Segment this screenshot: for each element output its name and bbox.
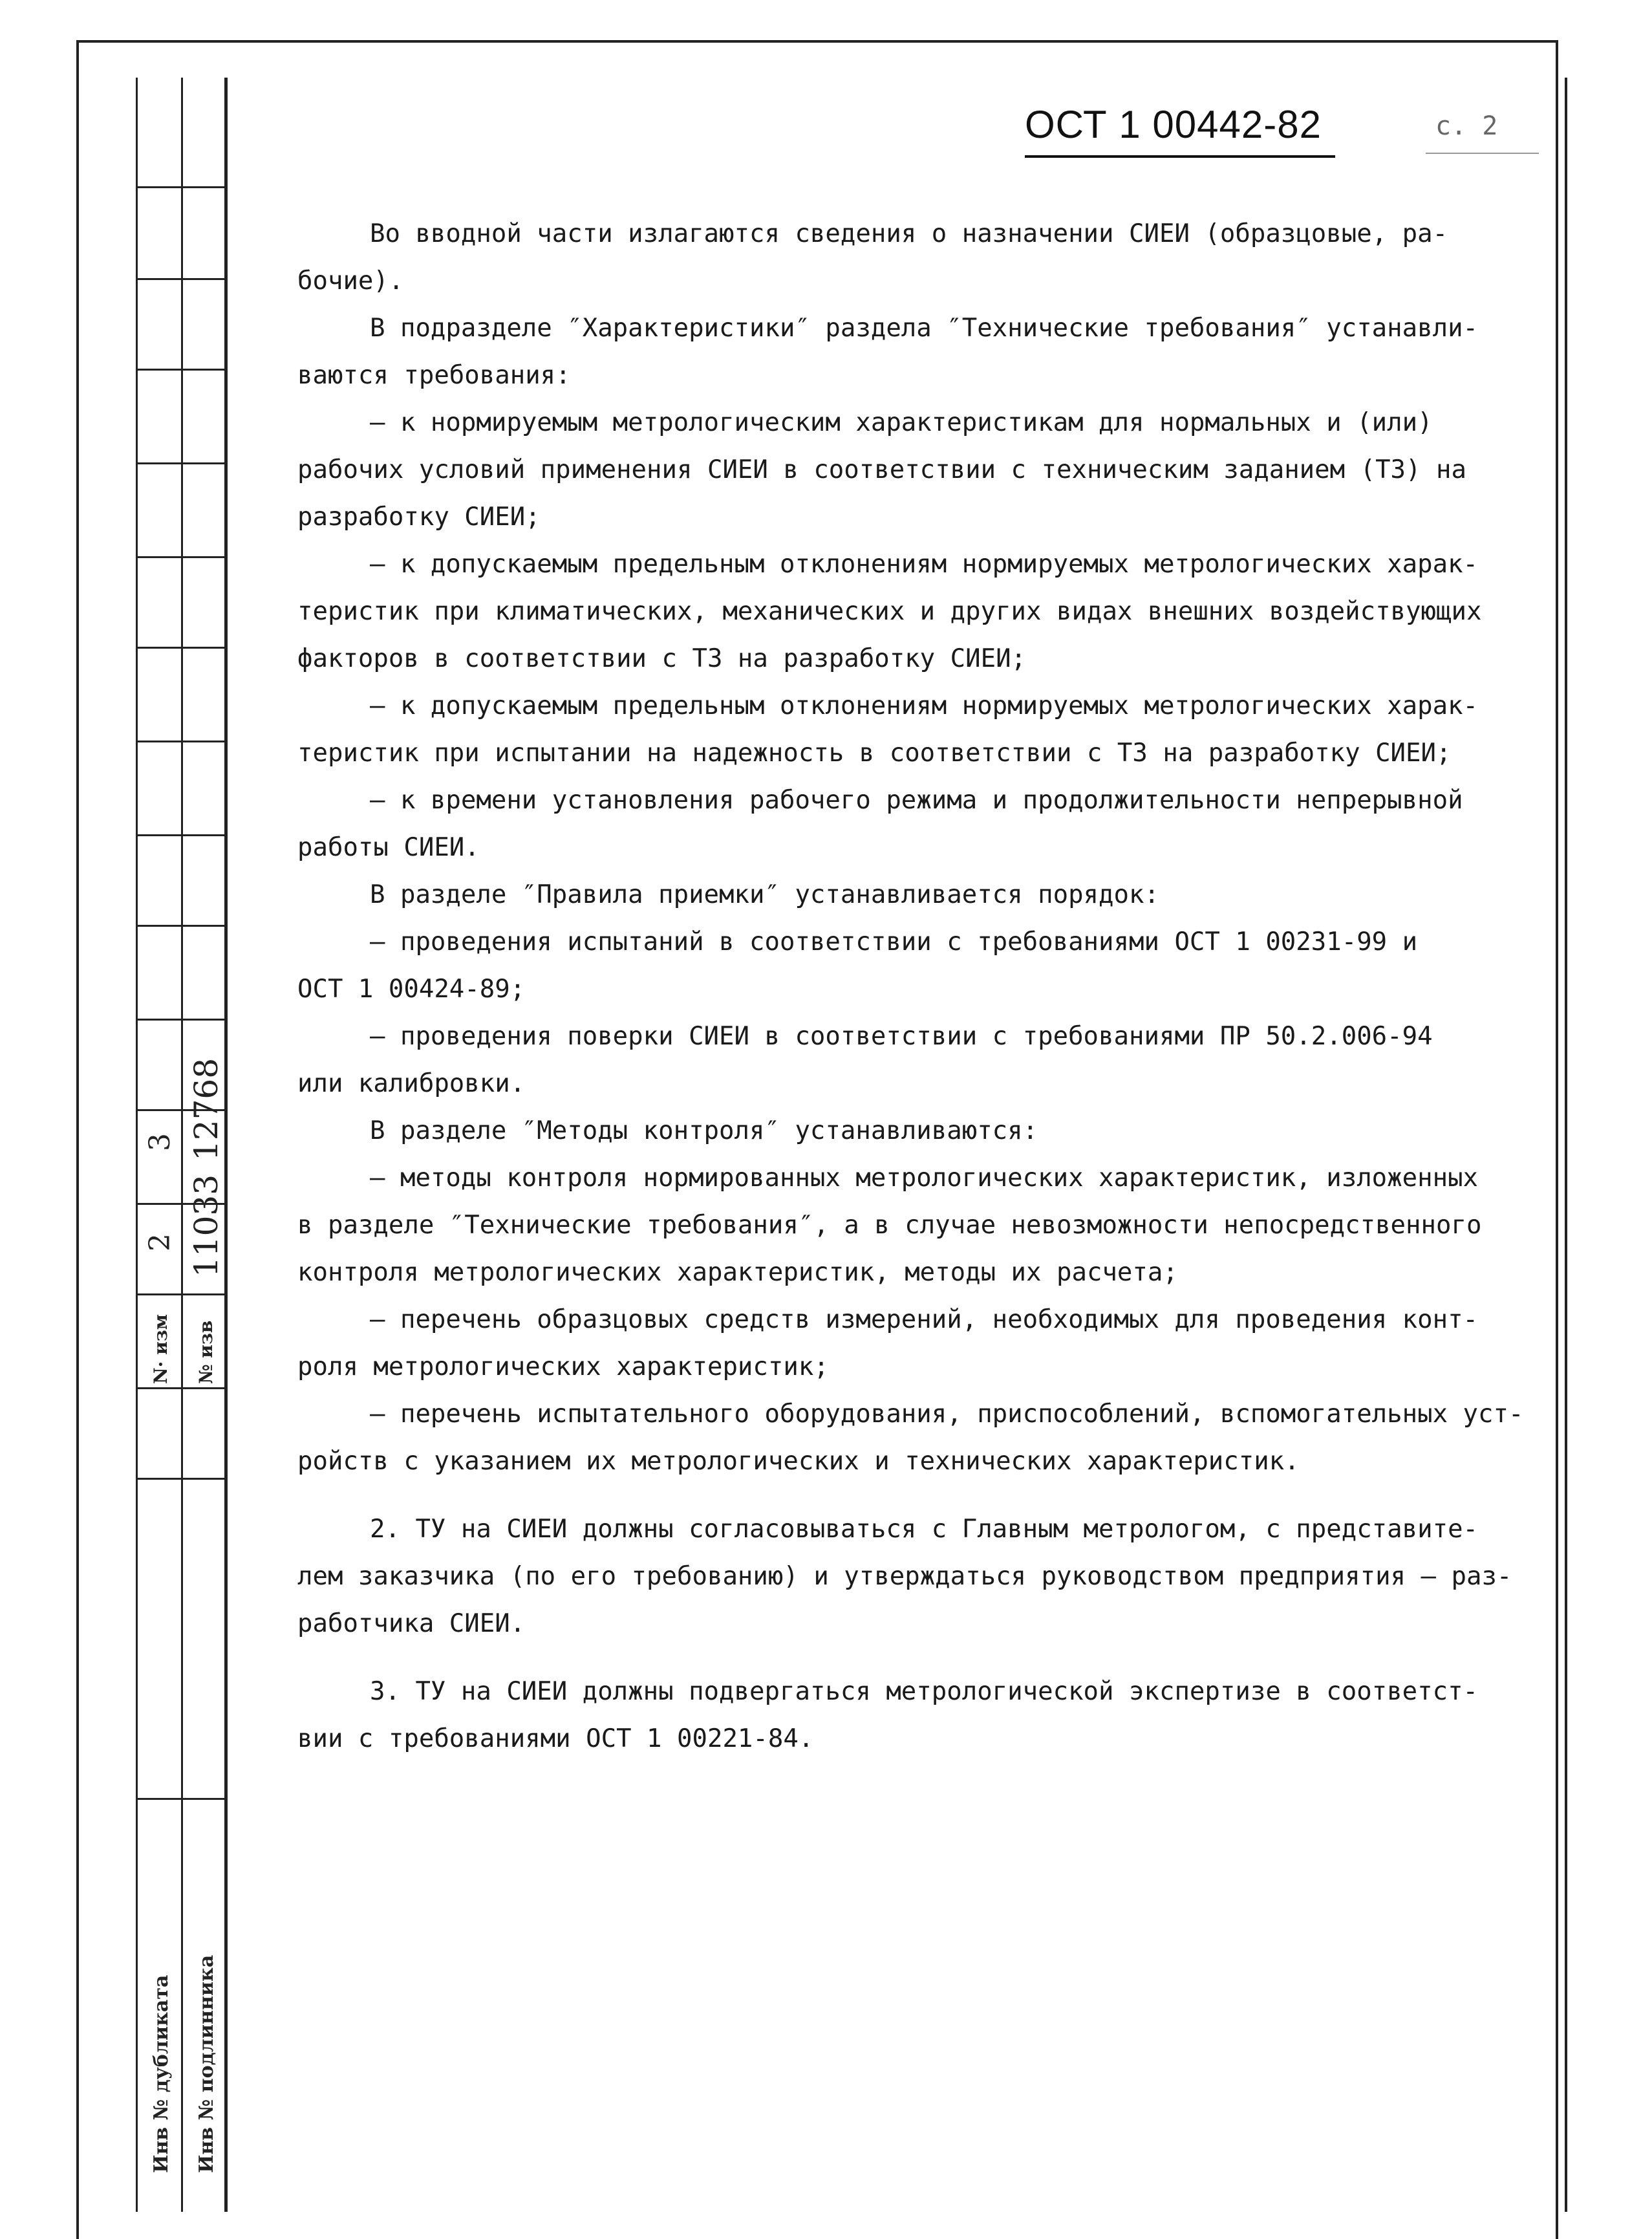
text-line: В подразделе ″Характеристики″ раздела ″Технические требования″ устанавли- [370, 314, 1479, 343]
text-line: теристик при климатических, механических и других видах внешних воздействующих [297, 597, 1482, 626]
stamp-rule [136, 1387, 226, 1389]
stamp-rule [136, 925, 226, 927]
text-line: ваются требования: [297, 361, 571, 390]
duplicate-inventory-label: Инв № дубликата [150, 1974, 173, 2173]
document-code: ОСТ 1 00442-82 [1025, 103, 1322, 146]
text-line: работчика СИЕИ. [297, 1609, 526, 1638]
stamp-rule [136, 834, 226, 836]
text-line: работы СИЕИ. [297, 833, 480, 862]
stamp-rule [136, 647, 226, 649]
notice-number: 12768 [188, 1057, 225, 1161]
change-number: 3 [144, 1133, 177, 1151]
text-line: роля метрологических характеристик; [297, 1352, 829, 1381]
sheet-number: с. 2 [1435, 111, 1498, 141]
text-line: бочие). [297, 266, 404, 296]
text-line: рабочих условий применения СИЕИ в соответствии с техническим заданием (ТЗ) на [297, 455, 1466, 484]
text-line: 2. ТУ на СИЕИ должны согласовываться с Главным метрологом, с представите- [370, 1515, 1479, 1544]
stamp-rule [136, 1019, 226, 1021]
stamp-divider [181, 78, 183, 2212]
text-line: – методы контроля нормированных метрологических характеристик, изложенных [370, 1163, 1479, 1193]
text-line: вии с требованиями ОСТ 1 00221-84. [297, 1724, 814, 1753]
stamp-rule [136, 186, 226, 188]
text-line: ОСТ 1 00424-89; [297, 975, 526, 1004]
stamp-rule [136, 369, 226, 371]
text-line: разработку СИЕИ; [297, 503, 541, 532]
text-line: – к времени установления рабочего режима и продолжительности непрерывной [370, 786, 1463, 815]
sheet-number-underline [1426, 153, 1539, 154]
text-line: В разделе ″Правила приемки″ устанавливается порядок: [370, 880, 1159, 909]
text-line: контроля метрологических характеристик, методы их расчета; [297, 1258, 1178, 1287]
stamp-rule [136, 741, 226, 742]
notice-label: № изв [195, 1320, 217, 1384]
stamp-rule [136, 278, 226, 280]
stamp-rule [136, 1293, 226, 1295]
change-label: N· изм [150, 1314, 171, 1384]
text-line: В разделе ″Методы контроля″ устанавливаются: [370, 1116, 1038, 1145]
stamp-rule [136, 556, 226, 558]
text-line: в разделе ″Технические требования″, а в случае невозможности непосредственного [297, 1211, 1482, 1240]
notice-number-prev: 11033 [188, 1174, 225, 1277]
document-body [297, 210, 1524, 1762]
change-number-prev: 2 [144, 1233, 177, 1251]
stamp-rule [136, 1798, 226, 1800]
text-line: или калибровки. [297, 1069, 526, 1098]
text-line: факторов в соответствии с ТЗ на разработку СИЕИ; [297, 644, 1027, 673]
text-line: – к допускаемым предельным отклонениям нормируемых метрологических харак- [370, 550, 1479, 579]
text-line: – к допускаемым предельным отклонениям нормируемых метрологических харак- [370, 691, 1479, 720]
text-line: – перечень образцовых средств измерений, необходимых для проведения конт- [370, 1305, 1479, 1334]
text-line: ройств с указанием их метрологических и технических характеристик. [297, 1447, 1300, 1476]
stamp-rule [136, 1478, 226, 1480]
text-line: – к нормируемым метрологическим характеристикам для нормальных и (или) [370, 408, 1433, 437]
text-line: – проведения поверки СИЕИ в соответствии с требованиями ПР 50.2.006-94 [370, 1022, 1433, 1051]
text-line: – проведения испытаний в соответствии с требованиями ОСТ 1 00231-99 и [370, 927, 1418, 957]
text-line: лем заказчика (по его требованию) и утверждаться руководством предприятия – раз- [297, 1562, 1512, 1591]
text-line: Во вводной части излагаются сведения о назначении СИЕИ (образцовые, ра- [370, 219, 1448, 248]
original-inventory-label: Инв № подлинника [195, 1954, 218, 2173]
text-line: – перечень испытательного оборудования, приспособлений, вспомогательных уст- [370, 1400, 1524, 1429]
document-code-underline [1025, 155, 1335, 158]
stamp-rule [136, 462, 226, 464]
text-line: 3. ТУ на СИЕИ должны подвергаться метрологической экспертизе в соответст- [370, 1677, 1479, 1706]
text-line: теристик при испытании на надежность в соответствии с ТЗ на разработку СИЕИ; [297, 739, 1452, 768]
